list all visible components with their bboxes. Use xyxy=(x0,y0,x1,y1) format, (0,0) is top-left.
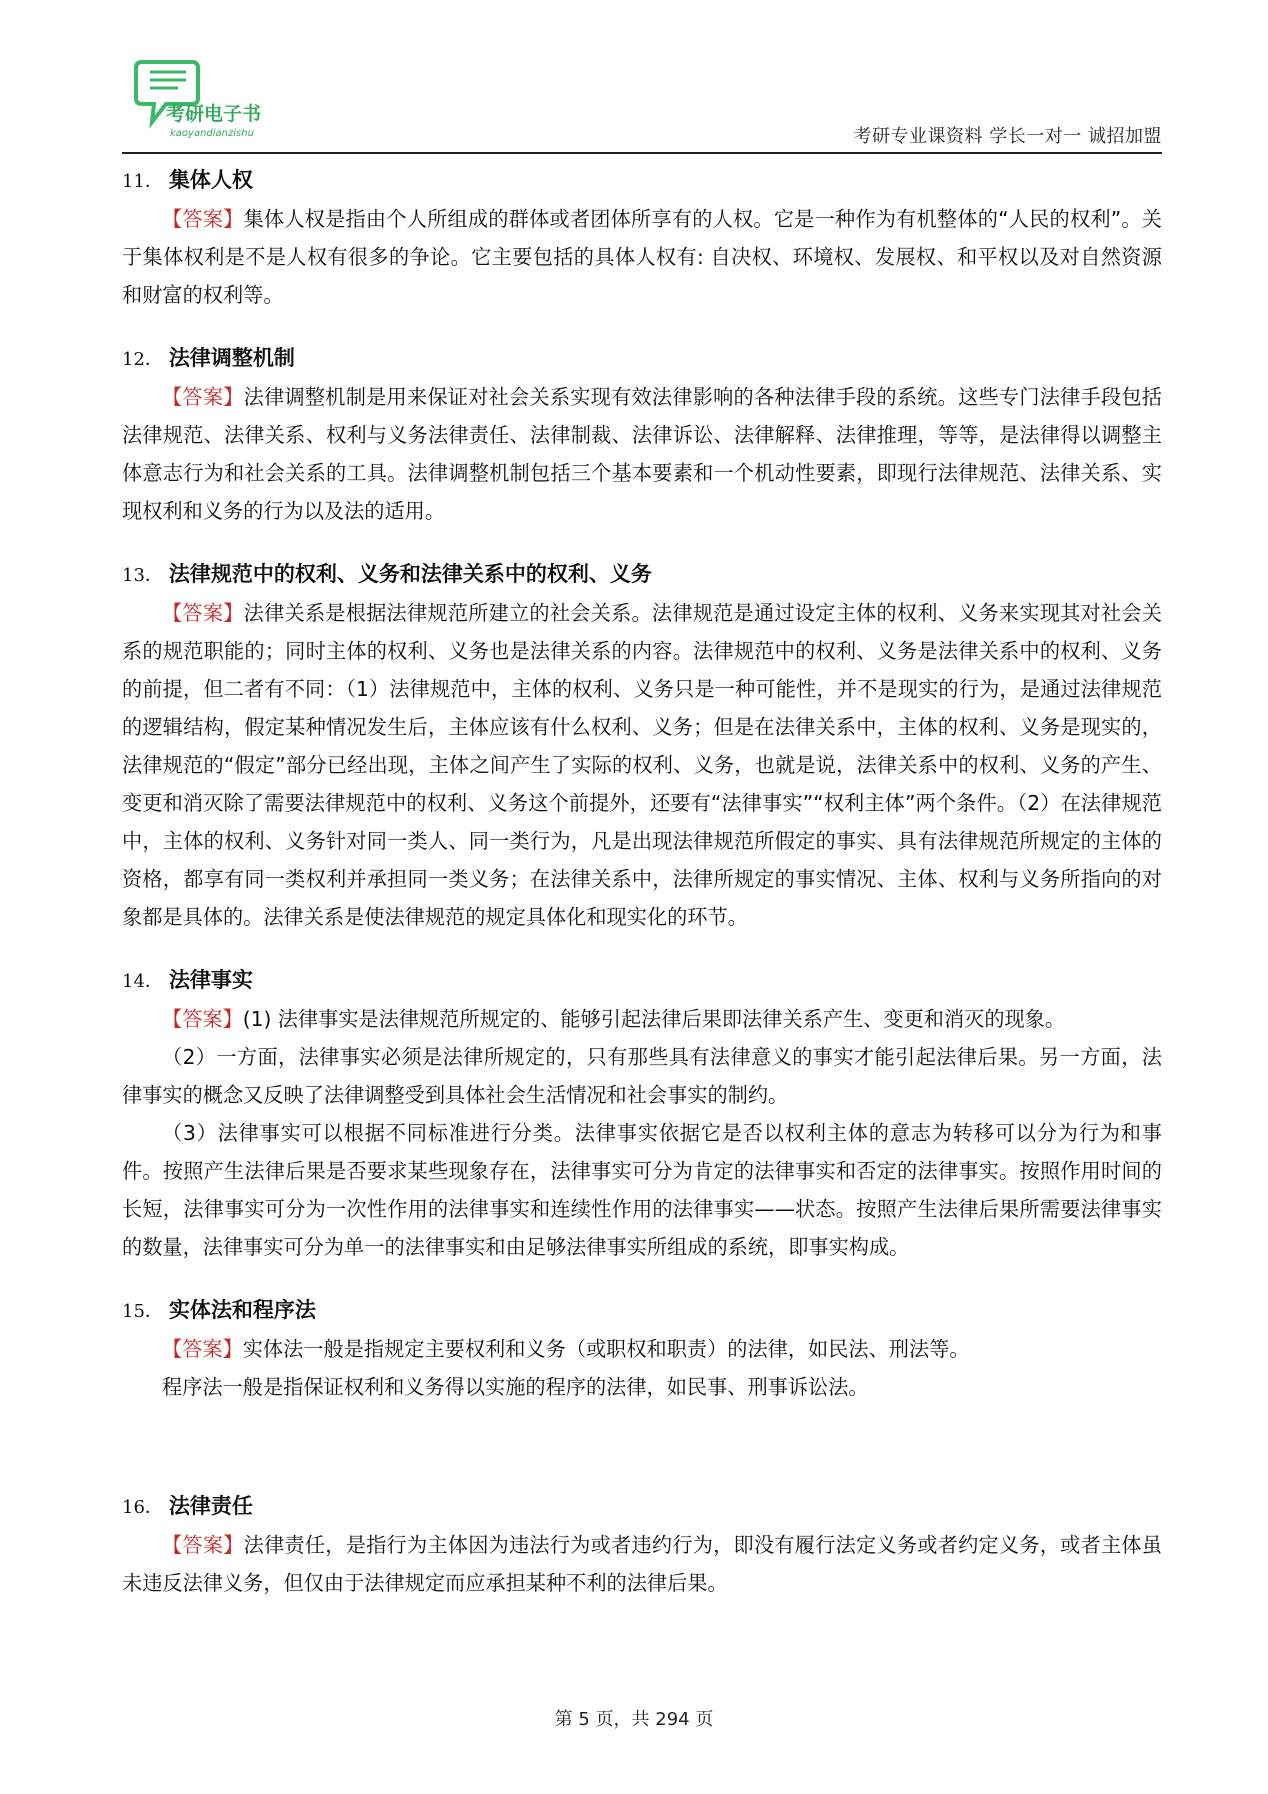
answer-paragraph: 【答案】法律关系是根据法律规范所建立的社会关系。法律规范是通过设定主体的权利、义务来实现其对社会关系的规范职能的；同时主体的权利、义务也是法律关系的内容。法律规范中的权利、义务是法律关系中的权利、义务的前提，但二者有不同：（1）法律规范中，主体的权利、义务只是一种可能性，并不是现实的行为，是通过法律规范的逻辑结构，假定某种情况发生后，主体应该有什么权利、义务；但是在法律关系中，主体的权利、义务是现实的，法律规范的“假定”部分已经出现，主体之间产生了实际的权利、义务，也就是说，法律关系中的权利、义务的产生、变更和消灭除了需要法律规范中的权利、义务这个前提外，还要有“法律事实”“权利主体”两个条件。（2）在法律规范中，主体的权利、义务针对同一类人、同一类行为，凡是出现法律规范所假定的事实、具有法律规范所规定的主体的资格，都享有同一类权利并承担同一类义务；在法律关系中，法律所规定的事实情况、主体、权利与义务所指向的对象都是具体的。法律关系是使法律规范的规定具体化和现实化的环节。 xyxy=(122,601,1162,929)
answer-paragraph: 程序法一般是指保证权利和义务得以实施的程序的法律，如民事、刑事诉讼法。 xyxy=(162,1375,869,1399)
header-divider xyxy=(122,152,1162,154)
answer-tag: 【答案】 xyxy=(162,1533,244,1557)
question-term: 法律规范中的权利、义务和法律关系中的权利、义务 xyxy=(168,562,652,586)
question-title xyxy=(122,1486,1162,1526)
question-term: 实体法和程序法 xyxy=(168,1298,316,1322)
header-tagline: 考研专业课资料 学长一对一 诚招加盟 xyxy=(853,126,1162,147)
page-header xyxy=(0,0,1268,160)
answer-paragraph: （2）一方面，法律事实必须是法律所规定的，只有那些具有法律意义的事实才能引起法律后果。另一方面，法律事实的概念又反映了法律调整受到具体社会生活情况和社会事实的制约。 xyxy=(122,1045,1162,1107)
answer-paragraph: 【答案】法律责任，是指行为主体因为违法行为或者违约行为，即没有履行法定义务或者约定义务，或者主体虽未违反法律义务，但仅由于法律规定而应承担某种不利的法律后果。 xyxy=(122,1533,1162,1595)
answer-tag: 【答案】 xyxy=(162,601,244,625)
question-number: 11． xyxy=(122,171,163,192)
question-16 xyxy=(122,1486,1162,1602)
question-number: 15． xyxy=(122,1301,163,1322)
answer-paragraph: 【答案】集体人权是指由个人所组成的群体或者团体所享有的人权。它是一种作为有机整体的“人民的权利”。关于集体权利是不是人权有很多的争论。它主要包括的具体人权有: 自决权、环境权、发展权、和平权以及对自然资源和财富的权利等。 xyxy=(122,207,1162,307)
question-term: 法律调整机制 xyxy=(168,346,295,370)
page-footer: 第 5 页，共 294 页 xyxy=(554,1709,714,1730)
question-11 xyxy=(122,160,1162,314)
question-term: 法律事实 xyxy=(168,968,253,992)
question-title xyxy=(122,1290,1162,1330)
answer-tag: 【答案】 xyxy=(162,1007,243,1031)
question-15 xyxy=(122,1290,1162,1406)
question-12 xyxy=(122,338,1162,530)
answer-paragraph: （3）法律事实可以根据不同标准进行分类。法律事实依据它是否以权利主体的意志为转移可以分为行为和事件。按照产生法律后果是否要求某些现象存在，法律事实可分为肯定的法律事实和否定的法律事实。按照作用时间的长短，法律事实可分为一次性作用的法律事实和连续性作用的法律事实——状态。按照产生法律后果所需要法律事实的数量，法律事实可分为单一的法律事实和由足够法律事实所组成的系统，即事实构成。 xyxy=(122,1121,1162,1259)
question-number: 13． xyxy=(122,565,163,586)
answer-tag: 【答案】 xyxy=(162,207,244,231)
question-title xyxy=(122,338,1162,378)
answer-paragraph: 【答案】实体法一般是指规定主要权利和义务（或职权和职责）的法律，如民法、刑法等。 xyxy=(162,1337,970,1361)
question-title xyxy=(122,554,1162,594)
question-14 xyxy=(122,960,1162,1266)
logo-subtext: kaoyandianzishu xyxy=(170,128,254,139)
question-number: 16． xyxy=(122,1497,163,1518)
answers-content xyxy=(122,160,1162,1602)
question-number: 14． xyxy=(122,971,163,992)
question-13 xyxy=(122,554,1162,936)
answer-tag: 【答案】 xyxy=(162,385,244,409)
question-term: 集体人权 xyxy=(168,168,253,192)
answer-paragraph: 【答案】法律调整机制是用来保证对社会关系实现有效法律影响的各种法律手段的系统。这些专门法律手段包括法律规范、法律关系、权利与义务法律责任、法律制裁、法律诉讼、法律解释、法律推理，等等，是法律得以调整主体意志行为和社会关系的工具。法律调整机制包括三个基本要素和一个机动性要素，即现行法律规范、法律关系、实现权利和义务的行为以及法的适用。 xyxy=(122,385,1162,523)
logo-text: 考研电子书 xyxy=(166,103,262,125)
brand-logo xyxy=(132,58,282,150)
question-term: 法律责任 xyxy=(168,1494,253,1518)
question-title xyxy=(122,960,1162,1000)
question-title xyxy=(122,160,1162,200)
question-number: 12． xyxy=(122,349,163,370)
answer-paragraph: 【答案】(1) 法律事实是法律规范所规定的、能够引起法律后果即法律关系产生、变更和消灭的现象。 xyxy=(162,1007,1066,1031)
answer-tag: 【答案】 xyxy=(162,1337,243,1361)
